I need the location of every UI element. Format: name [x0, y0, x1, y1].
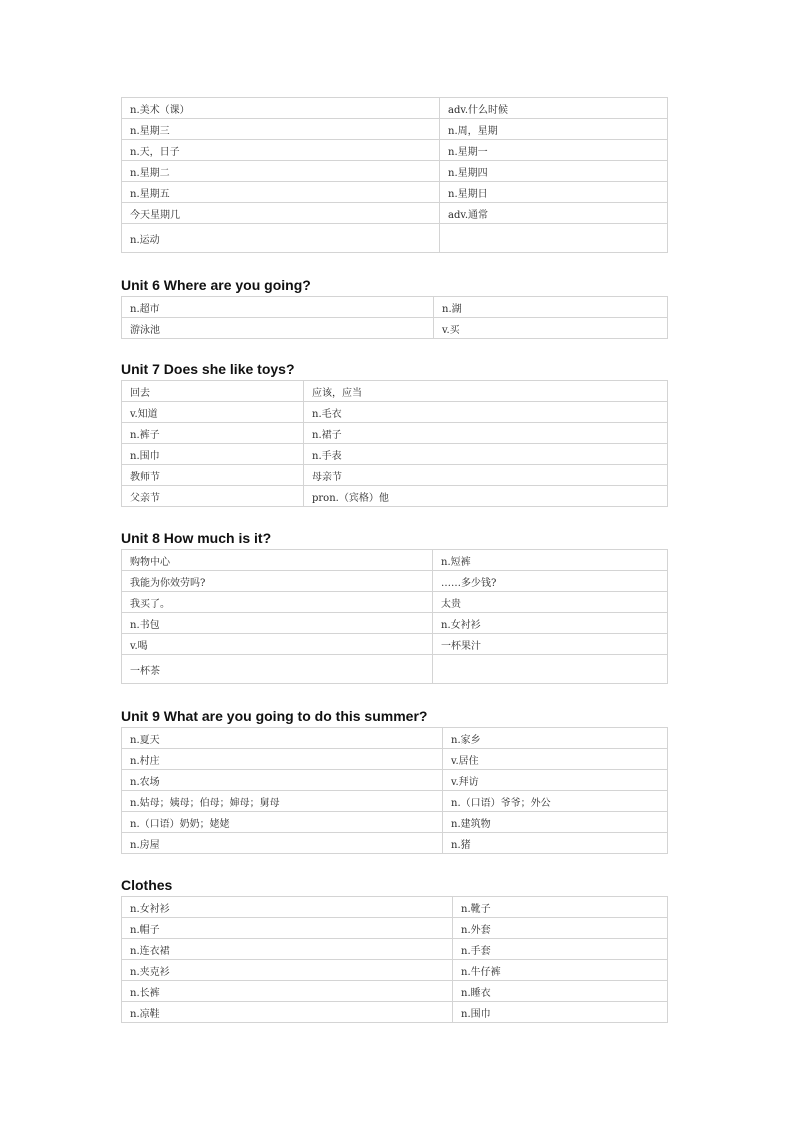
table-row	[122, 161, 668, 182]
vocab-cell: n.房屋	[122, 833, 443, 854]
vocab-cell: n.超市	[122, 297, 434, 318]
vocab-cell: n.星期五	[122, 182, 440, 203]
table-row	[122, 655, 668, 684]
table-row	[122, 981, 668, 1002]
vocab-cell: 游泳池	[122, 318, 434, 339]
table-row	[122, 318, 668, 339]
vocab-cell: n.毛衣	[304, 402, 668, 423]
vocab-cell: n.外套	[453, 918, 668, 939]
vocab-cell: n.（口语）爷爷；外公	[443, 791, 668, 812]
vocab-cell: n.星期四	[440, 161, 668, 182]
section-unit9	[121, 706, 667, 854]
vocab-cell: n.裙子	[304, 423, 668, 444]
table-row	[122, 140, 668, 161]
table-row	[122, 592, 668, 613]
table-row	[122, 465, 668, 486]
vocab-cell: n.夹克衫	[122, 960, 453, 981]
vocab-cell: n.姑母；姨母；伯母；婶母；舅母	[122, 791, 443, 812]
table-row	[122, 98, 668, 119]
vocab-cell: n.书包	[122, 613, 433, 634]
vocab-cell: n.女衬衫	[122, 897, 453, 918]
vocab-cell: n.围巾	[453, 1002, 668, 1023]
table-row	[122, 918, 668, 939]
table-row	[122, 833, 668, 854]
vocab-table-unit7	[121, 380, 668, 507]
vocab-cell: n.手套	[453, 939, 668, 960]
vocab-cell: n.连衣裙	[122, 939, 453, 960]
table-row	[122, 634, 668, 655]
table-row	[122, 182, 668, 203]
table-row	[122, 897, 668, 918]
table-row	[122, 791, 668, 812]
vocab-cell: 回去	[122, 381, 304, 402]
vocab-cell: 一杯果汁	[433, 634, 668, 655]
vocab-cell: n.围巾	[122, 444, 304, 465]
section-heading: Unit 7 Does she like toys?	[121, 361, 295, 377]
vocab-cell: n.夏天	[122, 728, 443, 749]
table-row	[122, 486, 668, 507]
section-heading: Clothes	[121, 877, 173, 893]
table-row	[122, 1002, 668, 1023]
vocab-cell: ……多少钱?	[433, 571, 668, 592]
table-row	[122, 939, 668, 960]
table-row	[122, 749, 668, 770]
section-unit6	[121, 275, 667, 339]
vocab-cell: n.建筑物	[443, 812, 668, 833]
vocab-cell: n.短裤	[433, 550, 668, 571]
table-row	[122, 444, 668, 465]
vocab-cell: n.手表	[304, 444, 668, 465]
vocab-cell: n.运动	[122, 224, 440, 253]
vocab-cell: 太贵	[433, 592, 668, 613]
vocab-cell: n.长裤	[122, 981, 453, 1002]
section-heading: Unit 9 What are you going to do this summer?	[121, 708, 428, 724]
table-row	[122, 381, 668, 402]
vocab-table-unit8	[121, 549, 668, 684]
vocab-cell: 我能为你效劳吗?	[122, 571, 433, 592]
table-row	[122, 770, 668, 791]
section-clothes	[121, 875, 667, 1023]
vocab-cell: 今天星期几	[122, 203, 440, 224]
vocab-cell: n.周，星期	[440, 119, 668, 140]
vocab-cell: n.村庄	[122, 749, 443, 770]
vocab-cell: n.裤子	[122, 423, 304, 444]
vocab-cell: n.家乡	[443, 728, 668, 749]
vocab-cell: 父亲节	[122, 486, 304, 507]
section-unit8	[121, 528, 667, 684]
vocab-cell: v.喝	[122, 634, 433, 655]
vocab-cell: v.知道	[122, 402, 304, 423]
vocab-table-unit9	[121, 727, 668, 854]
vocab-cell: n.湖	[434, 297, 668, 318]
vocab-cell: v.买	[434, 318, 668, 339]
section-heading: Unit 8 How much is it?	[121, 530, 272, 546]
vocab-cell: n.星期二	[122, 161, 440, 182]
vocab-cell: n.星期一	[440, 140, 668, 161]
vocab-cell: 我买了。	[122, 592, 433, 613]
vocab-table-clothes	[121, 896, 668, 1023]
table-row	[122, 423, 668, 444]
vocab-cell	[433, 655, 668, 684]
vocab-cell: 购物中心	[122, 550, 433, 571]
vocab-cell: n.女衬衫	[433, 613, 668, 634]
section-unit7	[121, 359, 667, 507]
vocab-cell: adv.什么时候	[440, 98, 668, 119]
vocab-cell: n.星期三	[122, 119, 440, 140]
vocab-cell: n.星期日	[440, 182, 668, 203]
vocab-cell: 教师节	[122, 465, 304, 486]
vocab-cell: n.靴子	[453, 897, 668, 918]
vocab-cell: v.居住	[443, 749, 668, 770]
section-top	[121, 97, 667, 253]
vocab-cell: pron.（宾格）他	[304, 486, 668, 507]
vocab-cell: adv.通常	[440, 203, 668, 224]
vocab-table-unit6	[121, 296, 668, 339]
vocab-cell: v.拜访	[443, 770, 668, 791]
vocab-cell: 一杯茶	[122, 655, 433, 684]
vocab-cell: n.农场	[122, 770, 443, 791]
table-row	[122, 812, 668, 833]
vocab-cell: n.牛仔裤	[453, 960, 668, 981]
table-row	[122, 297, 668, 318]
table-row	[122, 550, 668, 571]
vocab-cell: n.帽子	[122, 918, 453, 939]
vocab-cell: n.凉鞋	[122, 1002, 453, 1023]
table-row	[122, 613, 668, 634]
vocab-cell: n.美术（课）	[122, 98, 440, 119]
vocab-cell: 母亲节	[304, 465, 668, 486]
vocab-cell	[440, 224, 668, 253]
table-row	[122, 571, 668, 592]
vocab-cell: n.猪	[443, 833, 668, 854]
section-heading: Unit 6 Where are you going?	[121, 277, 311, 293]
table-row	[122, 402, 668, 423]
table-row	[122, 728, 668, 749]
vocab-cell: n.天，日子	[122, 140, 440, 161]
vocab-cell: n.睡衣	[453, 981, 668, 1002]
vocab-cell: n.（口语）奶奶；姥姥	[122, 812, 443, 833]
table-row	[122, 203, 668, 224]
table-row	[122, 960, 668, 981]
table-row	[122, 224, 668, 253]
vocab-table-top	[121, 97, 668, 253]
table-row	[122, 119, 668, 140]
vocab-cell: 应该，应当	[304, 381, 668, 402]
